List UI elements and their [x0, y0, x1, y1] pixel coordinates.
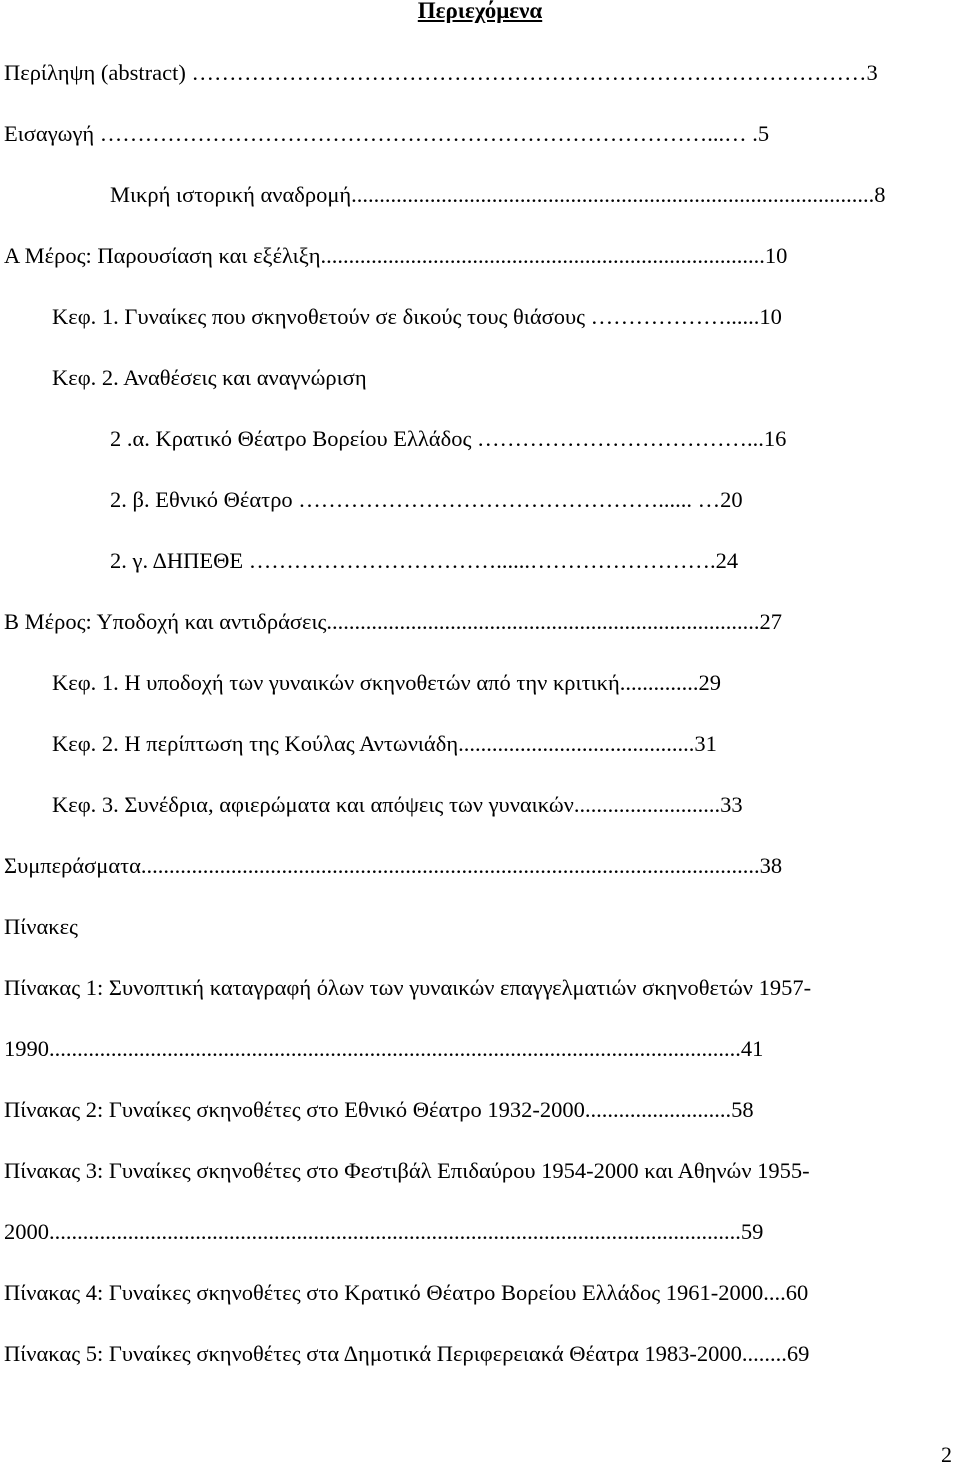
toc-entry: Πίνακας 1: Συνοπτική καταγραφή όλων των γυναικών επαγγελματιών σκηνοθετών 1957-: [4, 975, 812, 1000]
toc-entry: Μικρή ιστορική αναδρομή.............................................................................................8: [110, 182, 886, 207]
toc-entry: Κεφ. 1. Γυναίκες που σκηνοθετούν σε δικούς τους θιάσους ………………......10: [52, 304, 782, 329]
toc-entry: Συμπεράσματα..............................................................................................................38: [4, 853, 783, 878]
toc-entry: Περίληψη (abstract) ………………………………………………………………………………3: [4, 60, 878, 85]
page-title: Περιεχόμενα: [417, 0, 543, 23]
page-number: 2: [941, 1442, 952, 1467]
toc-entry: Α Μέρος: Παρουσίαση και εξέλιξη...............................................................................10: [4, 243, 788, 268]
toc-entry: Πίνακας 5: Γυναίκες σκηνοθέτες στα Δημοτικά Περιφερειακά Θέατρα 1983-2000........69: [4, 1341, 810, 1366]
toc-entry: 2. γ. ΔΗΠΕΘΕ ……………………………......…………………….24: [110, 548, 739, 573]
toc-entry: Κεφ. 1. Η υποδοχή των γυναικών σκηνοθετών από την κριτική..............29: [52, 670, 722, 695]
toc-entry: Β Μέρος: Υποδοχή και αντιδράσεις.............................................................................27: [4, 609, 783, 634]
toc-entry: 1990...........................................................................................................................41: [4, 1036, 764, 1061]
toc-entry: Εισαγωγή ………………………………………………………………………...… .5: [4, 121, 770, 146]
toc-entry: 2. β. Εθνικό Θέατρο …………………………………………...... …20: [110, 487, 743, 512]
toc-entry: Πίνακες: [4, 914, 78, 939]
toc-entry: Πίνακας 2: Γυναίκες σκηνοθέτες στο Εθνικό Θέατρο 1932-2000..........................58: [4, 1097, 754, 1122]
toc-entry: 2 .α. Κρατικό Θέατρο Βορείου Ελλάδος ………………………………...16: [110, 426, 787, 451]
toc-entry: 2000...........................................................................................................................59: [4, 1219, 764, 1244]
toc-entry: Πίνακας 4: Γυναίκες σκηνοθέτες στο Κρατικό Θέατρο Βορείου Ελλάδος 1961-2000....60: [4, 1280, 809, 1305]
toc-entry: Κεφ. 2. Η περίπτωση της Κούλας Αντωνιάδη..........................................31: [52, 731, 717, 756]
toc-entry: Κεφ. 2. Αναθέσεις και αναγνώριση: [52, 365, 367, 390]
toc-entry: Κεφ. 3. Συνέδρια, αφιερώματα και απόψεις των γυναικών..........................33: [52, 792, 743, 817]
toc-entry: Πίνακας 3: Γυναίκες σκηνοθέτες στο Φεστιβάλ Επιδαύρου 1954-2000 και Αθηνών 1955-: [4, 1158, 810, 1183]
